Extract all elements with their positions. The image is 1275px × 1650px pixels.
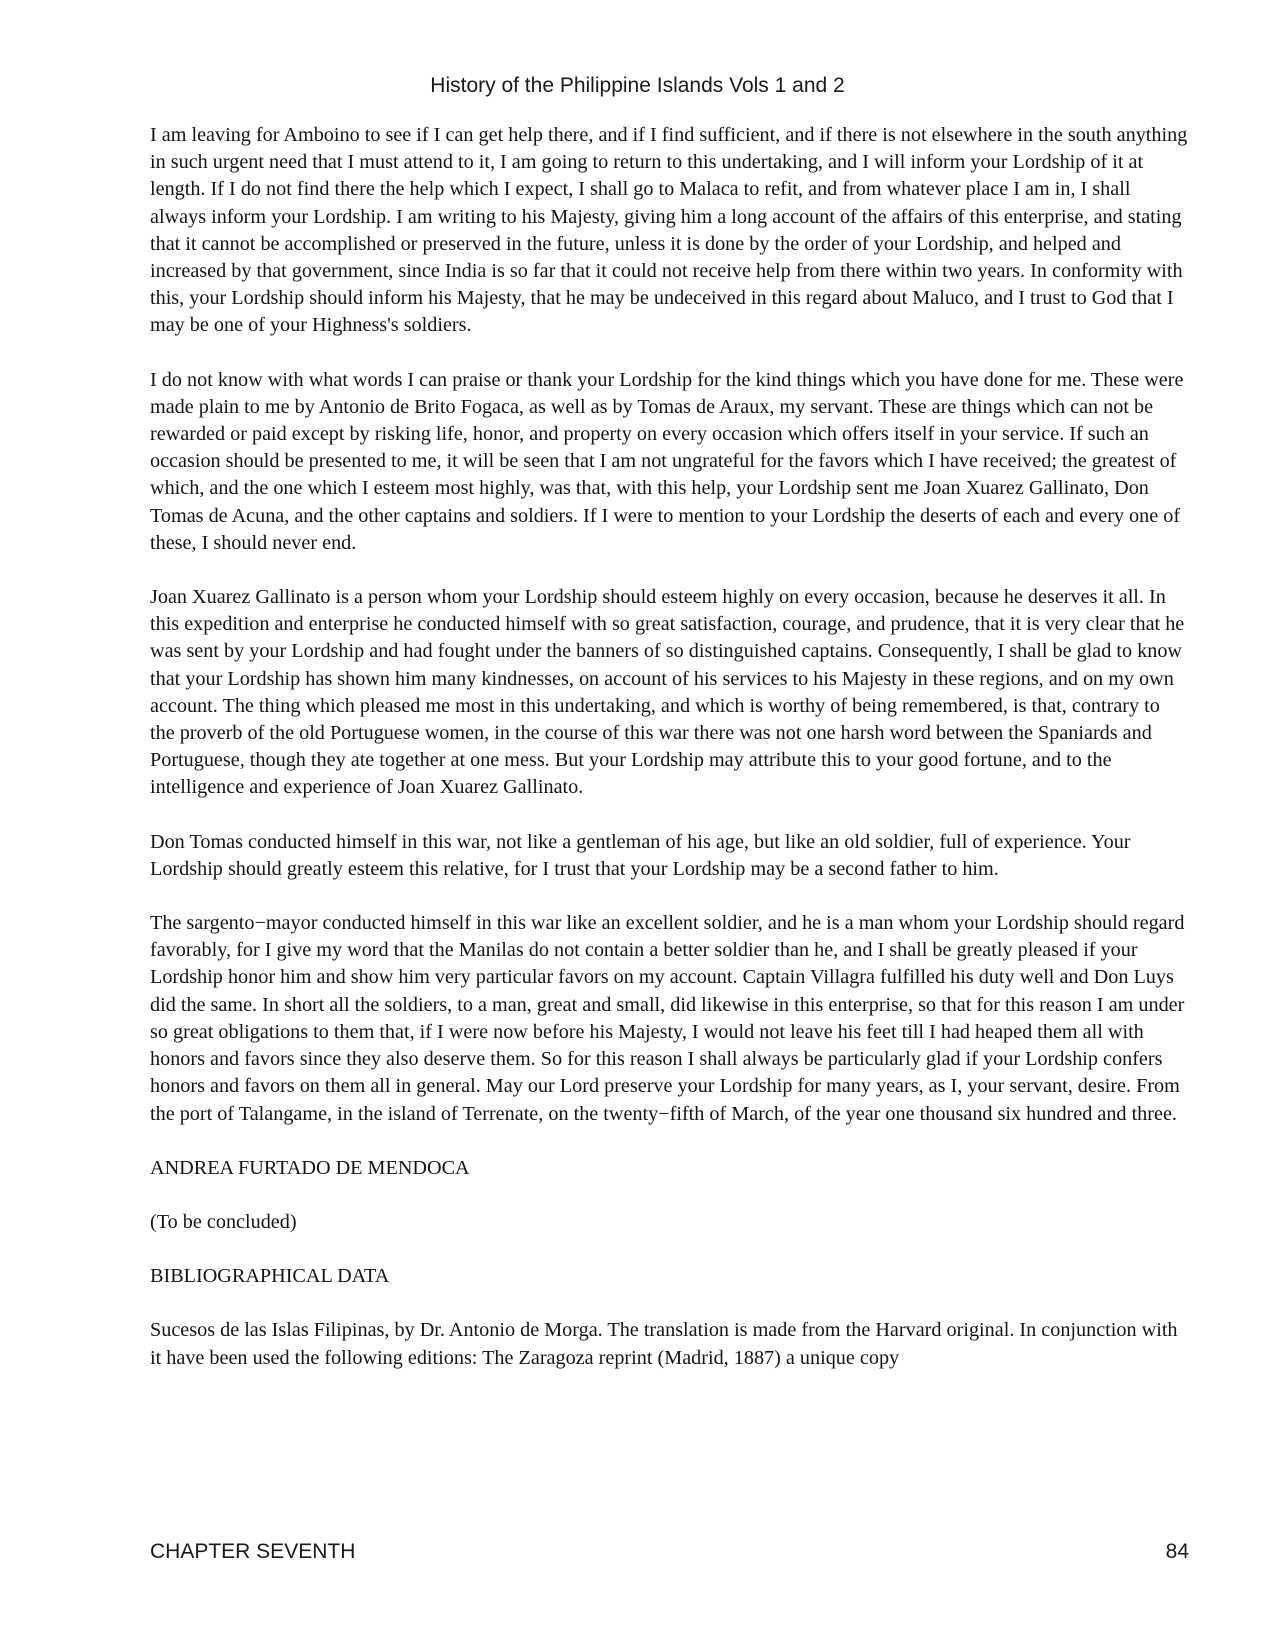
section-heading-bibliographical-data: BIBLIOGRAPHICAL DATA xyxy=(150,1265,390,1288)
paragraph-don-tomas: Don Tomas conducted himself in this war, not like a gentleman of his age, but like an old soldier, full of experience. Your Lordship should greatly esteem this relative, for I trust that your Lordship may be a second father to him. xyxy=(150,830,1131,880)
paragraph-amboino: I am leaving for Amboino to see if I can get help there, and if I find sufficient, and if there is not elsewhere in the south anything in such urgent need that I must attend to it, I am going to return to this undertaking, and I will inform your Lordship of it at length. If I do not find there the help which I expect, I shall go to Malaca to refit, and from whatever place I am in, I shall always inform your Lordship. I am writing to his Majesty, giving him a long account of the affairs of this enterprise, and stating that it cannot be accomplished or preserved in the future, unless it is done by the order of your Lordship, and helped and increased by that government, since India is so far that it could not receive help from there within two years. In conformity with this, your Lordship should inform his Majesty, that he may be undeceived in this regard about Maluco, and I trust to God that I may be one of your Highness's soldiers. xyxy=(150,124,1188,337)
signature-line: ANDREA FURTADO DE MENDOCA xyxy=(150,1156,470,1179)
page-body xyxy=(150,122,1188,1399)
footer-chapter: CHAPTER SEVENTH xyxy=(150,1540,356,1563)
paragraph-sucesos: Sucesos de las Islas Filipinas, by Dr. Antonio de Morga. The translation is made from the Harvard original. In conjunction with it have been used the following editions: The Zaragoza reprint (Madrid, 1887) a unique copy xyxy=(150,1319,1178,1369)
paragraph-sargento-mayor: The sargento−mayor conducted himself in this war like an excellent soldier, and he is a man whom your Lordship should regard favorably, for I give my word that the Manilas do not contain a better soldier than he, and I shall be greatly pleased if your Lordship honor him and show him very particular favors on my account. Captain Villagra fulfilled his duty well and Don Luys did the same. In short all the soldiers, to a man, great and small, did likewise in this enterprise, so that for this reason I am under so great obligations to them that, if I were now before his Majesty, I would not leave his feet till I had heaped them all with honors and favors since they also deserve them. So for this reason I shall always be particularly glad if your Lordship confers honors and favors on them all in general. May our Lord preserve your Lordship for many years, as I, your servant, desire. From the port of Talangame, in the island of Terrenate, on the twenty−fifth of March, of the year one thousand six hundred and three. xyxy=(150,912,1185,1125)
footer-page-number: 84 xyxy=(1165,1540,1189,1563)
paragraph-praise: I do not know with what words I can praise or thank your Lordship for the kind things which you have done for me. These were made plain to me by Antonio de Brito Fogaca, as well as by Tomas de Araux, my servant. These are things which can not be rewarded or paid except by risking life, honor, and property on every occasion which offers itself in your service. If such an occasion should be presented to me, it will be seen that I am not ungrateful for the favors which I have received; the greatest of which, and the one which I esteem most highly, was that, with this help, your Lordship sent me Joan Xuarez Gallinato, Don Tomas de Acuna, and the other captains and soldiers. If I were to mention to your Lordship the deserts of each and every one of these, I should never end. xyxy=(150,368,1184,554)
running-header: History of the Philippine Islands Vols 1 and 2 xyxy=(430,74,845,97)
paragraph-gallinato: Joan Xuarez Gallinato is a person whom your Lordship should esteem highly on every occasion, because he deserves it all. In this expedition and enterprise he conducted himself with so great satisfaction, courage, and prudence, that it is very clear that he was sent by your Lordship and had fought under the banners of so distinguished captains. Consequently, I shall be glad to know that your Lordship has shown him many kindnesses, on account of his services to his Majesty in these regions, and on my own account. The thing which pleased me most in this undertaking, and which is worthy of being remembered, is that, contrary to the proverb of the old Portuguese women, in the course of this war there was not one harsh word between the Spaniards and Portuguese, though they ate together at one mess. But your Lordship may attribute this to your good fortune, and to the intelligence and experience of Joan Xuarez Gallinato. xyxy=(150,586,1185,799)
to-be-concluded: (To be concluded) xyxy=(150,1210,297,1233)
